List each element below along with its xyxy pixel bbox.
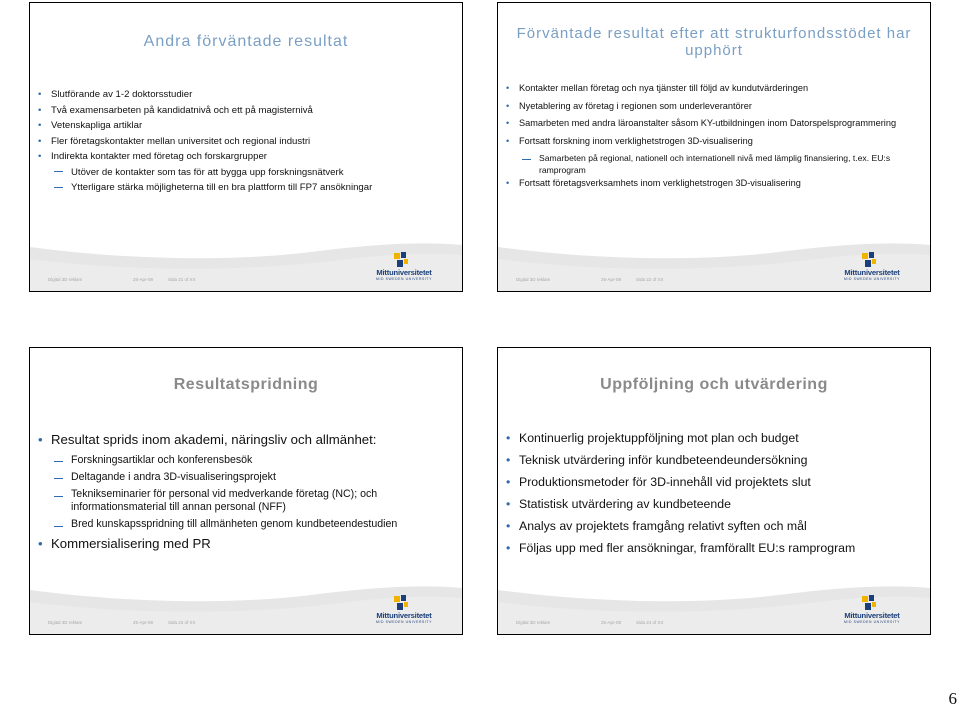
bullet-list <box>506 83 924 196</box>
university-logo <box>824 252 920 284</box>
slide-title: Andra förväntade resultat <box>143 33 349 50</box>
university-logo <box>356 252 452 284</box>
slide-footer-banner <box>30 576 462 634</box>
sub-bullet-item: Forskningsartiklar och konferensbesök <box>38 454 452 467</box>
bullet-item: • Två examensarbeten på kandidatnivå och ett på magisternivå <box>38 103 454 119</box>
bullet-item: • Produktionsmetoder för 3D-innehåll vid projektets slut <box>506 475 922 491</box>
footer-page: Sida 22 of XX <box>636 277 664 282</box>
footer-date: 25-Apr-08 <box>133 277 154 282</box>
footer-date: 25-Apr-08 <box>601 277 622 282</box>
bullet-item: • Statistisk utvärdering av kundbeteende <box>506 497 922 513</box>
bullet-item: • Fortsatt företagsverksamhets inom verklighetstrogen 3D-visualisering <box>506 178 924 190</box>
sub-bullet-item: Teknikseminarier för personal vid medverkande företag (NC); och informationsmaterial till annan personal (NFF) <box>38 488 452 514</box>
slide-footer-banner <box>498 233 930 291</box>
university-logo <box>356 595 452 627</box>
slide-24 <box>497 347 931 635</box>
footer-project: Digital 3D reklam <box>516 277 551 282</box>
bullet-list <box>38 432 452 557</box>
slide-footer-banner <box>498 576 930 634</box>
bullet-item: • Samarbeten med andra läroanstalter såsom KY-utbildningen inom Datorspelsprogrammering <box>506 118 924 130</box>
slide-title: Uppföljning och utvärdering <box>600 376 828 393</box>
logo-mark-icon <box>391 252 409 268</box>
bullet-item: • Nyetablering av företag i regionen som underleverantörer <box>506 101 924 113</box>
bullet-item: • Teknisk utvärdering inför kundbeteendeundersökning <box>506 453 922 469</box>
footer-project: Digital 3D reklam <box>48 277 83 282</box>
sub-bullet-item: Deltagande i andra 3D-visualiseringsprojekt <box>38 471 452 484</box>
logo-name: Mittuniversitetet <box>844 268 900 277</box>
page-number: 6 <box>948 689 957 708</box>
slide-23 <box>29 347 463 635</box>
bullet-list <box>506 431 922 563</box>
slide-22 <box>497 2 931 292</box>
logo-mark-icon <box>859 595 877 611</box>
logo-name: Mittuniversitetet <box>376 611 432 620</box>
logo-mark-icon <box>859 252 877 268</box>
bullet-item: • Resultat sprids inom akademi, näringsliv och allmänhet: <box>38 432 452 449</box>
footer-page: Sida 24 of XX <box>636 620 664 625</box>
sub-bullet-item: Bred kunskapsspridning till allmänheten genom kundbeteendestudien <box>38 518 452 531</box>
logo-subtitle: MID SWEDEN UNIVERSITY <box>376 620 432 624</box>
slide-title: Förväntade resultat efter att strukturfondsstödet har upphört <box>516 25 912 59</box>
slide-footer-banner <box>30 233 462 291</box>
sub-bullet-item: Ytterligare stärka möjligheterna till en bra plattform till FP7 ansökningar <box>38 180 454 196</box>
footer-project: Digital 3D reklam <box>516 620 551 625</box>
footer-page: Sida 21 of XX <box>168 277 196 282</box>
bullet-item: • Slutförande av 1-2 doktorsstudier <box>38 87 454 103</box>
bullet-list <box>38 87 454 196</box>
bullet-item: • Indirekta kontakter med företag och forskargrupper <box>38 149 454 165</box>
sub-bullet-item: Utöver de kontakter som tas för att bygga upp forskningsnätverk <box>38 165 454 181</box>
bullet-item: • Följas upp med fler ansökningar, framförallt EU:s ramprogram <box>506 541 922 557</box>
footer-project: Digital 3D reklam <box>48 620 83 625</box>
footer-date: 25-Apr-08 <box>601 620 622 625</box>
sub-bullet-item: Samarbeten på regional, nationell och internationell nivå med lämplig finansiering, t.ex. EU:s ramprogram <box>506 153 924 176</box>
logo-subtitle: MID SWEDEN UNIVERSITY <box>844 277 900 281</box>
footer-date: 25-Apr-08 <box>133 620 154 625</box>
logo-name: Mittuniversitetet <box>376 268 432 277</box>
bullet-item: • Vetenskapliga artiklar <box>38 118 454 134</box>
bullet-item: • Fler företagskontakter mellan universitet och regional industri <box>38 134 454 150</box>
bullet-item: • Analys av projektets framgång relativt syften och mål <box>506 519 922 535</box>
slide-title: Resultatspridning <box>173 376 319 393</box>
footer-page: Sida 23 of XX <box>168 620 196 625</box>
logo-name: Mittuniversitetet <box>844 611 900 620</box>
bullet-item: • Kontinuerlig projektuppföljning mot plan och budget <box>506 431 922 447</box>
bullet-item: • Fortsatt forskning inom verklighetstrogen 3D-visualisering <box>506 136 924 148</box>
slide-21 <box>29 2 463 292</box>
logo-mark-icon <box>391 595 409 611</box>
bullet-item: • Kontakter mellan företag och nya tjänster till följd av kundutvärderingen <box>506 83 924 95</box>
university-logo <box>824 595 920 627</box>
logo-subtitle: MID SWEDEN UNIVERSITY <box>376 277 432 281</box>
bullet-item: • Kommersialisering med PR <box>38 536 452 553</box>
logo-subtitle: MID SWEDEN UNIVERSITY <box>844 620 900 624</box>
